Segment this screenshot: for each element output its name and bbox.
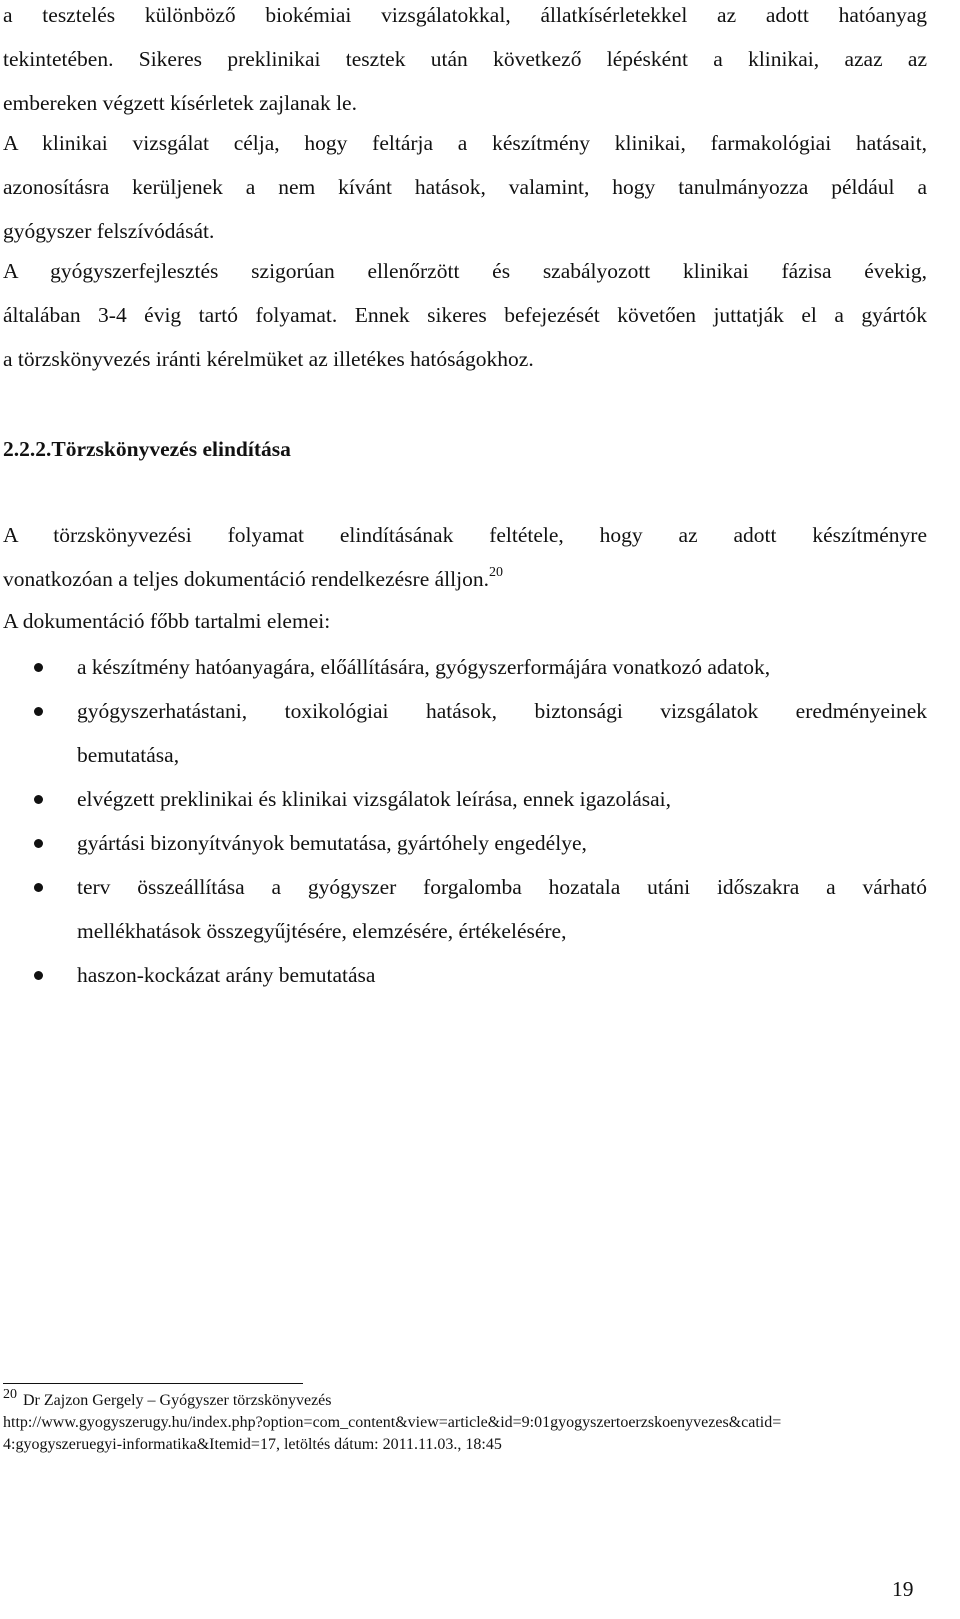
text-line: embereken végzett kísérletek zajlanak le. [3,91,357,115]
bullet-icon [34,839,43,848]
list-item-text: bemutatása, [77,743,180,767]
text-line: tekintetében. Sikeres preklinikai tesztek után következő lépésként a klinikai, azaz az [3,47,927,71]
list-item-text: a készítmény hatóanyagára, előállítására, gyógyszerformájára vonatkozó adatok, [77,655,771,679]
footnote-author-line [3,1387,927,1412]
paragraph-development-phase [3,249,927,381]
text-line: a törzskönyvezés iránti kérelmüket az illetékes hatóságokhoz. [3,347,534,371]
text-line: A klinikai vizsgálat célja, hogy feltárja a készítmény klinikai, farmakológiai hatásait, [3,131,927,155]
footnote-reference[interactable]: 20 [488,565,503,580]
bullet-icon [34,795,43,804]
text-line: A dokumentáció főbb tartalmi elemei: [3,609,331,633]
bullet-icon [34,663,43,672]
list-item-text: gyógyszerhatástani, toxikológiai hatások, biztonsági vizsgálatok eredményeinek [77,699,927,723]
footnote-author-title: Dr Zajzon Gergely – Gyógyszer törzskönyvezés [23,1392,332,1409]
footnote-divider [3,1383,303,1384]
page-number: 19 [892,1577,914,1601]
list-item-text: terv összeállítása a gyógyszer forgalomba hozatala utáni időszakra a várható [77,875,927,899]
list-item-text: mellékhatások összegyűjtésére, elemzésére, értékelésére, [77,919,567,943]
section-heading: 2.2.2.Törzskönyvezés elindítása [3,437,291,461]
footnote [3,1387,927,1456]
text-line-content: vonatkozóan a teljes dokumentáció rendelkezésre álljon. [3,567,489,591]
bullet-icon [34,707,43,716]
text-line: a tesztelés különböző biokémiai vizsgálatokkal, állatkísérletekkel az adott hatóanyag [3,3,927,27]
list-item [3,821,927,865]
paragraph-registration-condition [3,513,927,601]
paragraph-documentation-intro [3,599,927,643]
bullet-icon [34,883,43,892]
list-item-text: haszon-kockázat arány bemutatása [77,963,376,987]
footnote-url-line[interactable]: http://www.gyogyszerugy.hu/index.php?option=com_content&view=article&id=9:01gyogyszertoerzskoenyvezes&catid= [3,1414,782,1431]
footnote-url-line: 4:gyogyszeruegyi-informatika&Itemid=17, letöltés dátum: 2011.11.03., 18:45 [3,1436,502,1453]
list-item [3,953,927,997]
paragraph-preclinical-testing [3,0,927,125]
text-line: A gyógyszerfejlesztés szigorúan ellenőrzött és szabályozott klinikai fázisa évekig, [3,259,927,283]
documentation-elements-list [3,645,927,997]
text-line: A törzskönyvezési folyamat elindításának feltétele, hogy az adott készítményre [3,523,927,547]
paragraph-clinical-trial-purpose [3,121,927,253]
list-item [3,865,927,953]
text-line: azonosításra kerüljenek a nem kívánt hatások, valamint, hogy tanulmányozza például a [3,175,927,199]
list-item-text: gyártási bizonyítványok bemutatása, gyártóhely engedélye, [77,831,587,855]
list-item [3,689,927,777]
list-item [3,777,927,821]
list-item-text: elvégzett preklinikai és klinikai vizsgálatok leírása, ennek igazolásai, [77,787,672,811]
text-line [3,557,927,601]
bullet-icon [34,971,43,980]
text-line: általában 3-4 évig tartó folyamat. Ennek sikeres befejezését követően juttatják el a gyártók [3,303,927,327]
footnote-mark: 20 [3,1387,17,1402]
list-item [3,645,927,689]
text-line: gyógyszer felszívódását. [3,219,215,243]
